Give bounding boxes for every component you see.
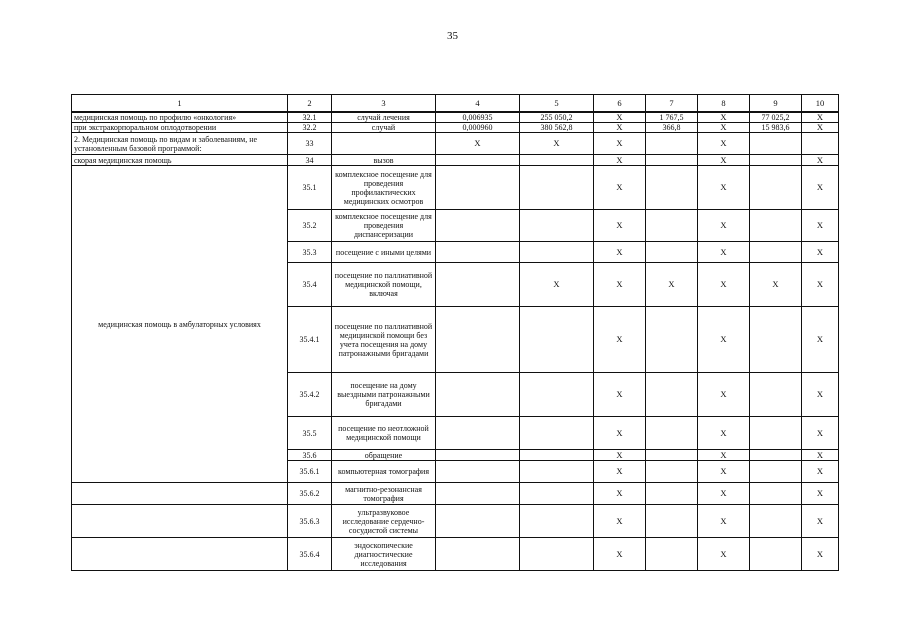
table-row xyxy=(72,483,839,505)
value-cell xyxy=(436,461,520,483)
value-cell: 0,000960 xyxy=(436,123,520,133)
value-cell: Х xyxy=(594,373,646,417)
value-cell xyxy=(436,373,520,417)
value-cell: Х xyxy=(698,538,750,571)
value-cell xyxy=(646,373,698,417)
row-number: 35.6.4 xyxy=(288,538,332,571)
value-cell xyxy=(436,242,520,263)
table-row xyxy=(72,538,839,571)
header-cell: 6 xyxy=(594,95,646,113)
value-cell xyxy=(436,450,520,461)
unit-cell: посещение на дому выездными патронажными бригадами xyxy=(332,373,436,417)
header-row xyxy=(72,95,839,113)
value-cell xyxy=(646,417,698,450)
value-cell: Х xyxy=(698,166,750,210)
value-cell xyxy=(520,505,594,538)
value-cell: Х xyxy=(594,263,646,307)
value-cell xyxy=(436,155,520,166)
value-cell: Х xyxy=(594,505,646,538)
unit-cell: обращение xyxy=(332,450,436,461)
row-number: 35.1 xyxy=(288,166,332,210)
header-cell: 8 xyxy=(698,95,750,113)
table-row xyxy=(72,123,839,133)
value-cell: Х xyxy=(802,166,839,210)
value-cell: Х xyxy=(646,263,698,307)
value-cell xyxy=(436,483,520,505)
value-cell xyxy=(750,461,802,483)
value-cell: Х xyxy=(594,210,646,242)
value-cell: Х xyxy=(802,505,839,538)
value-cell: Х xyxy=(594,538,646,571)
table-row xyxy=(72,133,839,155)
value-cell: Х xyxy=(594,483,646,505)
value-cell: Х xyxy=(594,123,646,133)
unit-cell: магнитно-резонансная томография xyxy=(332,483,436,505)
value-cell: Х xyxy=(802,483,839,505)
value-cell: Х xyxy=(802,155,839,166)
unit-cell: посещение по паллиативной медицинской помощи без учета посещения на дому патронажными бригадами xyxy=(332,307,436,373)
value-cell: Х xyxy=(802,242,839,263)
row-number: 35.6.1 xyxy=(288,461,332,483)
value-cell: Х xyxy=(802,417,839,450)
value-cell xyxy=(750,373,802,417)
value-cell: Х xyxy=(698,483,750,505)
row-label: скорая медицинская помощь xyxy=(72,155,288,166)
row-label xyxy=(72,505,288,538)
row-label: при экстракорпоральном оплодотворении xyxy=(72,123,288,133)
value-cell xyxy=(750,307,802,373)
value-cell: Х xyxy=(802,123,839,133)
value-cell: Х xyxy=(698,373,750,417)
value-cell xyxy=(520,242,594,263)
value-cell: Х xyxy=(594,155,646,166)
value-cell: 366,8 xyxy=(646,123,698,133)
medical-care-table xyxy=(71,94,839,571)
value-cell: Х xyxy=(698,461,750,483)
value-cell: Х xyxy=(436,133,520,155)
table-row xyxy=(72,166,839,210)
value-cell xyxy=(646,450,698,461)
value-cell: Х xyxy=(802,112,839,123)
value-cell xyxy=(750,166,802,210)
value-cell: Х xyxy=(802,538,839,571)
value-cell: Х xyxy=(698,263,750,307)
value-cell: Х xyxy=(802,461,839,483)
value-cell xyxy=(520,210,594,242)
value-cell xyxy=(750,210,802,242)
row-number: 35.6 xyxy=(288,450,332,461)
value-cell: Х xyxy=(594,242,646,263)
header-cell: 4 xyxy=(436,95,520,113)
value-cell: Х xyxy=(698,242,750,263)
value-cell: 15 983,6 xyxy=(750,123,802,133)
row-number: 35.4.1 xyxy=(288,307,332,373)
value-cell: 380 562,8 xyxy=(520,123,594,133)
value-cell: Х xyxy=(698,155,750,166)
value-cell: Х xyxy=(698,112,750,123)
value-cell xyxy=(520,417,594,450)
value-cell xyxy=(436,307,520,373)
value-cell xyxy=(520,373,594,417)
value-cell: Х xyxy=(698,307,750,373)
value-cell: Х xyxy=(802,263,839,307)
unit-cell xyxy=(332,133,436,155)
value-cell xyxy=(520,450,594,461)
value-cell xyxy=(750,133,802,155)
header-cell: 9 xyxy=(750,95,802,113)
value-cell xyxy=(750,538,802,571)
header-cell: 2 xyxy=(288,95,332,113)
header-cell: 3 xyxy=(332,95,436,113)
value-cell xyxy=(750,155,802,166)
ambulatory-care-label: медицинская помощь в амбулаторных условиях xyxy=(72,166,288,483)
value-cell: Х xyxy=(698,450,750,461)
value-cell xyxy=(750,417,802,450)
header-cell: 5 xyxy=(520,95,594,113)
value-cell xyxy=(646,461,698,483)
table-row xyxy=(72,155,839,166)
value-cell xyxy=(750,505,802,538)
row-number: 33 xyxy=(288,133,332,155)
value-cell xyxy=(646,505,698,538)
unit-cell: эндоскопические диагностические исследования xyxy=(332,538,436,571)
table-row xyxy=(72,505,839,538)
header-cell: 1 xyxy=(72,95,288,113)
value-cell xyxy=(750,483,802,505)
value-cell xyxy=(646,155,698,166)
row-label xyxy=(72,483,288,505)
unit-cell: вызов xyxy=(332,155,436,166)
unit-cell: посещение по неотложной медицинской помощи xyxy=(332,417,436,450)
value-cell: Х xyxy=(594,450,646,461)
header-cell: 7 xyxy=(646,95,698,113)
value-cell: Х xyxy=(698,133,750,155)
row-number: 35.5 xyxy=(288,417,332,450)
table-row xyxy=(72,112,839,123)
value-cell: Х xyxy=(594,461,646,483)
value-cell xyxy=(520,538,594,571)
value-cell xyxy=(646,133,698,155)
value-cell xyxy=(436,538,520,571)
row-number: 35.4.2 xyxy=(288,373,332,417)
row-number: 35.6.3 xyxy=(288,505,332,538)
value-cell xyxy=(646,307,698,373)
value-cell: 77 025,2 xyxy=(750,112,802,123)
unit-cell: комплексное посещение для проведения профилактических медицинских осмотров xyxy=(332,166,436,210)
value-cell: Х xyxy=(698,210,750,242)
page-number: 35 xyxy=(447,30,458,42)
value-cell: Х xyxy=(594,417,646,450)
value-cell: Х xyxy=(520,263,594,307)
value-cell: Х xyxy=(698,417,750,450)
value-cell: Х xyxy=(750,263,802,307)
value-cell xyxy=(436,210,520,242)
value-cell xyxy=(436,505,520,538)
row-number: 34 xyxy=(288,155,332,166)
value-cell: Х xyxy=(802,307,839,373)
unit-cell: случай xyxy=(332,123,436,133)
value-cell xyxy=(646,538,698,571)
value-cell xyxy=(646,210,698,242)
value-cell xyxy=(520,166,594,210)
unit-cell: ультразвуковое исследование сердечно-сосудистой системы xyxy=(332,505,436,538)
row-number: 32.1 xyxy=(288,112,332,123)
value-cell: Х xyxy=(802,450,839,461)
value-cell xyxy=(802,133,839,155)
row-label: 2. Медицинская помощь по видам и заболеваниям, не установленным базовой программой: xyxy=(72,133,288,155)
value-cell: 255 050,2 xyxy=(520,112,594,123)
row-number: 35.2 xyxy=(288,210,332,242)
value-cell: Х xyxy=(594,133,646,155)
value-cell: Х xyxy=(802,373,839,417)
value-cell xyxy=(520,155,594,166)
value-cell: 0,006935 xyxy=(436,112,520,123)
value-cell xyxy=(750,450,802,461)
value-cell: Х xyxy=(594,112,646,123)
value-cell: Х xyxy=(594,166,646,210)
value-cell xyxy=(520,307,594,373)
value-cell xyxy=(646,242,698,263)
value-cell xyxy=(646,166,698,210)
value-cell: Х xyxy=(594,307,646,373)
unit-cell: комплексное посещение для проведения диспансеризации xyxy=(332,210,436,242)
row-number: 35.6.2 xyxy=(288,483,332,505)
value-cell xyxy=(436,166,520,210)
unit-cell: компьютерная томография xyxy=(332,461,436,483)
header-cell: 10 xyxy=(802,95,839,113)
value-cell xyxy=(646,483,698,505)
row-label: медицинская помощь по профилю «онкология» xyxy=(72,112,288,123)
row-number: 35.4 xyxy=(288,263,332,307)
value-cell: Х xyxy=(520,133,594,155)
row-number: 32.2 xyxy=(288,123,332,133)
unit-cell: посещение по паллиативной медицинской помощи, включая xyxy=(332,263,436,307)
value-cell: 1 767,5 xyxy=(646,112,698,123)
value-cell: Х xyxy=(802,210,839,242)
value-cell xyxy=(436,263,520,307)
unit-cell: посещение с иными целями xyxy=(332,242,436,263)
value-cell xyxy=(436,417,520,450)
value-cell xyxy=(520,483,594,505)
value-cell: Х xyxy=(698,123,750,133)
unit-cell: случай лечения xyxy=(332,112,436,123)
row-label xyxy=(72,538,288,571)
value-cell xyxy=(520,461,594,483)
value-cell: Х xyxy=(698,505,750,538)
value-cell xyxy=(750,242,802,263)
row-number: 35.3 xyxy=(288,242,332,263)
